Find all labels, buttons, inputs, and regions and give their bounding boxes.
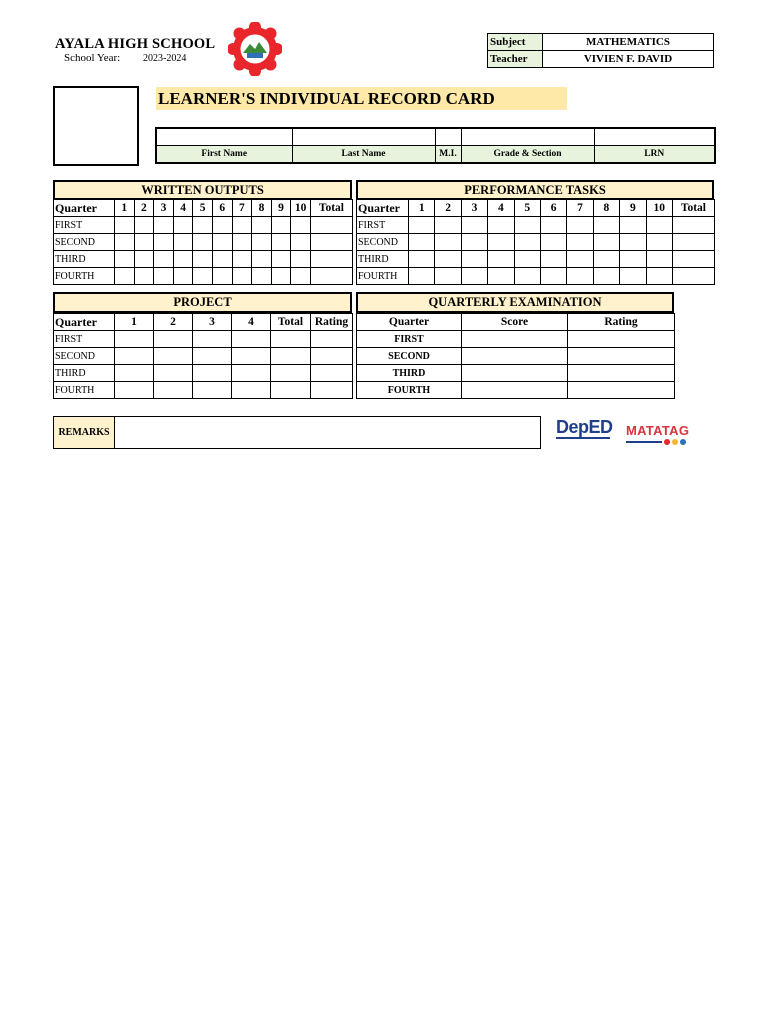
written-outputs-cell[interactable] (115, 268, 135, 285)
project-cell[interactable] (232, 348, 271, 365)
performance-tasks-quarter-label: THIRD (357, 251, 409, 268)
written-outputs-cell[interactable] (212, 234, 232, 251)
matatag-logo-text: MATATAG (626, 423, 690, 438)
quarterly-exam-cell[interactable] (568, 382, 675, 399)
performance-tasks-row (357, 217, 715, 234)
written-outputs-cell[interactable] (232, 251, 252, 268)
written-outputs-cell[interactable] (310, 234, 352, 251)
project-col-header: Total (271, 314, 311, 331)
written-outputs-col-header: Total (310, 200, 352, 217)
performance-tasks-cell[interactable] (488, 251, 514, 268)
last-name-input[interactable] (292, 128, 435, 146)
school-seal-logo (228, 22, 282, 76)
performance-tasks-cell[interactable] (540, 268, 566, 285)
performance-tasks-cell[interactable] (567, 251, 593, 268)
written-outputs-col-header: 3 (154, 200, 174, 217)
written-outputs-cell[interactable] (134, 234, 154, 251)
written-outputs-row (54, 268, 353, 285)
performance-tasks-col-header: 7 (567, 200, 593, 217)
project-cell[interactable] (232, 331, 271, 348)
performance-tasks-cell[interactable] (567, 268, 593, 285)
first-name-label: First Name (156, 146, 292, 164)
performance-tasks-cell[interactable] (593, 251, 619, 268)
performance-tasks-cell[interactable] (488, 217, 514, 234)
performance-tasks-cell[interactable] (540, 234, 566, 251)
performance-tasks-cell[interactable] (435, 217, 461, 234)
project-col-header: Quarter (54, 314, 115, 331)
written-outputs-cell[interactable] (173, 217, 193, 234)
performance-tasks-cell[interactable] (461, 234, 487, 251)
quarterly-exam-col-header: Quarter (357, 314, 462, 331)
project-row (54, 382, 353, 399)
project-cell[interactable] (232, 365, 271, 382)
written-outputs-cell[interactable] (115, 234, 135, 251)
performance-tasks-cell[interactable] (409, 234, 435, 251)
written-outputs-cell[interactable] (154, 217, 174, 234)
performance-tasks-title: PERFORMANCE TASKS (356, 180, 714, 200)
performance-tasks-cell[interactable] (461, 268, 487, 285)
performance-tasks-cell[interactable] (672, 234, 714, 251)
written-outputs-cell[interactable] (291, 251, 311, 268)
project-title: PROJECT (53, 292, 352, 313)
quarterly-exam-cell[interactable] (462, 382, 568, 399)
performance-tasks-col-header: 2 (435, 200, 461, 217)
written-outputs-col-header: 1 (115, 200, 135, 217)
written-outputs-cell[interactable] (134, 268, 154, 285)
performance-tasks-cell[interactable] (620, 217, 646, 234)
written-outputs-col-header: 5 (193, 200, 213, 217)
performance-tasks-cell[interactable] (488, 268, 514, 285)
school-year-value: 2023-2024 (143, 53, 187, 64)
quarterly-exam-title: QUARTERLY EXAMINATION (356, 292, 674, 313)
written-outputs-cell[interactable] (291, 217, 311, 234)
project-cell[interactable] (271, 348, 311, 365)
project-cell[interactable] (311, 382, 353, 399)
written-outputs-cell[interactable] (134, 217, 154, 234)
project-cell[interactable] (232, 382, 271, 399)
written-outputs-col-header: 4 (173, 200, 193, 217)
written-outputs-cell[interactable] (291, 234, 311, 251)
quarterly-exam-row (357, 365, 675, 382)
written-outputs-cell[interactable] (193, 234, 213, 251)
written-outputs-cell[interactable] (252, 217, 272, 234)
project-cell[interactable] (193, 331, 232, 348)
performance-tasks-col-header: 6 (540, 200, 566, 217)
project-cell[interactable] (154, 348, 193, 365)
written-outputs-cell[interactable] (271, 251, 291, 268)
performance-tasks-cell[interactable] (409, 217, 435, 234)
performance-tasks-cell[interactable] (620, 251, 646, 268)
written-outputs-cell[interactable] (271, 217, 291, 234)
quarterly-exam-cell[interactable] (462, 348, 568, 365)
project-cell[interactable] (115, 382, 154, 399)
performance-tasks-cell[interactable] (646, 251, 672, 268)
performance-tasks-cell[interactable] (435, 251, 461, 268)
remarks-table (53, 416, 541, 449)
quarterly-exam-table (356, 313, 675, 399)
performance-tasks-col-header: 8 (593, 200, 619, 217)
photo-box[interactable] (53, 86, 139, 166)
performance-tasks-cell[interactable] (514, 268, 540, 285)
quarterly-exam-row (357, 348, 675, 365)
performance-tasks-cell[interactable] (435, 234, 461, 251)
school-year-label: School Year: (64, 52, 121, 64)
deped-logo (556, 417, 616, 443)
written-outputs-cell[interactable] (232, 268, 252, 285)
quarterly-exam-cell[interactable] (568, 331, 675, 348)
project-cell[interactable] (115, 348, 154, 365)
performance-tasks-cell[interactable] (646, 234, 672, 251)
written-outputs-cell[interactable] (310, 251, 352, 268)
written-outputs-cell[interactable] (154, 251, 174, 268)
performance-tasks-cell[interactable] (514, 234, 540, 251)
performance-tasks-row (357, 251, 715, 268)
written-outputs-cell[interactable] (173, 234, 193, 251)
grade-section-label: Grade & Section (461, 146, 594, 164)
project-row (54, 331, 353, 348)
performance-tasks-cell[interactable] (646, 217, 672, 234)
performance-tasks-cell[interactable] (461, 217, 487, 234)
quarterly-exam-row (357, 331, 675, 348)
project-col-header: 2 (154, 314, 193, 331)
project-quarter-label: SECOND (54, 348, 115, 365)
performance-tasks-cell[interactable] (620, 268, 646, 285)
performance-tasks-col-header: 10 (646, 200, 672, 217)
performance-tasks-cell[interactable] (646, 268, 672, 285)
project-cell[interactable] (115, 365, 154, 382)
project-cell[interactable] (193, 382, 232, 399)
written-outputs-cell[interactable] (173, 268, 193, 285)
project-col-header: 4 (232, 314, 271, 331)
subject-value[interactable]: MATHEMATICS (543, 34, 714, 51)
quarterly-exam-quarter-label: FOURTH (357, 382, 462, 399)
quarterly-exam-cell[interactable] (462, 365, 568, 382)
written-outputs-cell[interactable] (252, 268, 272, 285)
performance-tasks-quarter-label: FOURTH (357, 268, 409, 285)
performance-tasks-col-header: 1 (409, 200, 435, 217)
performance-tasks-cell[interactable] (488, 234, 514, 251)
mi-input[interactable] (435, 128, 461, 146)
learner-name-table (155, 127, 716, 164)
written-outputs-row (54, 234, 353, 251)
mi-label: M.I. (435, 146, 461, 164)
remarks-input[interactable] (115, 417, 541, 449)
teacher-value[interactable]: VIVIEN F. DAVID (543, 51, 714, 68)
project-row (54, 348, 353, 365)
project-cell[interactable] (311, 348, 353, 365)
performance-tasks-col-header: 3 (461, 200, 487, 217)
quarterly-exam-cell[interactable] (568, 348, 675, 365)
performance-tasks-col-header: 4 (488, 200, 514, 217)
performance-tasks-cell[interactable] (514, 217, 540, 234)
remarks-label: REMARKS (54, 417, 115, 449)
written-outputs-cell[interactable] (115, 217, 135, 234)
performance-tasks-cell[interactable] (593, 268, 619, 285)
written-outputs-cell[interactable] (310, 268, 352, 285)
written-outputs-col-header: 6 (212, 200, 232, 217)
performance-tasks-cell[interactable] (672, 217, 714, 234)
performance-tasks-col-header: Total (672, 200, 714, 217)
deped-logo-text: DepED (556, 417, 613, 437)
written-outputs-cell[interactable] (310, 217, 352, 234)
written-outputs-quarter-label: SECOND (54, 234, 115, 251)
performance-tasks-row (357, 234, 715, 251)
performance-tasks-cell[interactable] (593, 217, 619, 234)
project-col-header: 3 (193, 314, 232, 331)
performance-tasks-cell[interactable] (620, 234, 646, 251)
written-outputs-cell[interactable] (193, 251, 213, 268)
quarterly-exam-col-header: Rating (568, 314, 675, 331)
subject-label: Subject (488, 34, 543, 51)
written-outputs-row (54, 251, 353, 268)
written-outputs-cell[interactable] (232, 234, 252, 251)
project-col-header: 1 (115, 314, 154, 331)
performance-tasks-cell[interactable] (409, 268, 435, 285)
quarterly-exam-quarter-label: SECOND (357, 348, 462, 365)
written-outputs-cell[interactable] (212, 217, 232, 234)
performance-tasks-cell[interactable] (461, 251, 487, 268)
project-cell[interactable] (154, 365, 193, 382)
performance-tasks-cell[interactable] (672, 251, 714, 268)
written-outputs-col-header: 7 (232, 200, 252, 217)
written-outputs-quarter-label: THIRD (54, 251, 115, 268)
project-cell[interactable] (311, 331, 353, 348)
written-outputs-quarter-label: FIRST (54, 217, 115, 234)
written-outputs-cell[interactable] (134, 251, 154, 268)
performance-tasks-cell[interactable] (409, 251, 435, 268)
performance-tasks-cell[interactable] (435, 268, 461, 285)
written-outputs-cell[interactable] (154, 234, 174, 251)
quarterly-exam-row (357, 382, 675, 399)
performance-tasks-cell[interactable] (567, 217, 593, 234)
project-quarter-label: FOURTH (54, 382, 115, 399)
written-outputs-cell[interactable] (212, 268, 232, 285)
project-row (54, 365, 353, 382)
school-name: AYALA HIGH SCHOOL (55, 36, 216, 52)
written-outputs-cell[interactable] (173, 251, 193, 268)
written-outputs-cell[interactable] (252, 234, 272, 251)
performance-tasks-cell[interactable] (672, 268, 714, 285)
grade-section-input[interactable] (461, 128, 594, 146)
project-cell[interactable] (115, 331, 154, 348)
written-outputs-table (53, 199, 353, 285)
quarterly-exam-cell[interactable] (568, 365, 675, 382)
project-cell[interactable] (193, 365, 232, 382)
written-outputs-cell[interactable] (271, 234, 291, 251)
written-outputs-cell[interactable] (154, 268, 174, 285)
written-outputs-title: WRITTEN OUTPUTS (53, 180, 352, 200)
project-table (53, 313, 353, 399)
written-outputs-col-header: 8 (252, 200, 272, 217)
written-outputs-cell[interactable] (291, 268, 311, 285)
quarterly-exam-cell[interactable] (462, 331, 568, 348)
quarterly-exam-quarter-label: FIRST (357, 331, 462, 348)
written-outputs-cell[interactable] (252, 251, 272, 268)
page-title: LEARNER'S INDIVIDUAL RECORD CARD (156, 87, 567, 110)
performance-tasks-table (356, 199, 715, 285)
written-outputs-cell[interactable] (115, 251, 135, 268)
quarterly-exam-col-header: Score (462, 314, 568, 331)
written-outputs-cell[interactable] (193, 217, 213, 234)
performance-tasks-cell[interactable] (567, 234, 593, 251)
performance-tasks-col-header: 9 (620, 200, 646, 217)
performance-tasks-cell[interactable] (514, 251, 540, 268)
matatag-logo (626, 422, 706, 446)
first-name-input[interactable] (156, 128, 292, 146)
project-quarter-label: FIRST (54, 331, 115, 348)
written-outputs-col-header: 9 (271, 200, 291, 217)
performance-tasks-quarter-label: SECOND (357, 234, 409, 251)
project-cell[interactable] (271, 382, 311, 399)
written-outputs-cell[interactable] (212, 251, 232, 268)
project-cell[interactable] (271, 365, 311, 382)
written-outputs-row (54, 217, 353, 234)
project-col-header: Rating (311, 314, 353, 331)
project-cell[interactable] (271, 331, 311, 348)
performance-tasks-col-header: 5 (514, 200, 540, 217)
performance-tasks-row (357, 268, 715, 285)
performance-tasks-cell[interactable] (540, 251, 566, 268)
teacher-label: Teacher (488, 51, 543, 68)
written-outputs-col-header: Quarter (54, 200, 115, 217)
project-cell[interactable] (154, 382, 193, 399)
written-outputs-col-header: 10 (291, 200, 311, 217)
last-name-label: Last Name (292, 146, 435, 164)
lrn-input[interactable] (594, 128, 715, 146)
written-outputs-cell[interactable] (193, 268, 213, 285)
performance-tasks-cell[interactable] (540, 217, 566, 234)
lrn-label: LRN (594, 146, 715, 164)
written-outputs-cell[interactable] (271, 268, 291, 285)
written-outputs-quarter-label: FOURTH (54, 268, 115, 285)
written-outputs-cell[interactable] (232, 217, 252, 234)
project-quarter-label: THIRD (54, 365, 115, 382)
performance-tasks-cell[interactable] (593, 234, 619, 251)
performance-tasks-col-header: Quarter (357, 200, 409, 217)
written-outputs-col-header: 2 (134, 200, 154, 217)
project-cell[interactable] (311, 365, 353, 382)
project-cell[interactable] (154, 331, 193, 348)
quarterly-exam-quarter-label: THIRD (357, 365, 462, 382)
performance-tasks-quarter-label: FIRST (357, 217, 409, 234)
project-cell[interactable] (193, 348, 232, 365)
subject-teacher-table (487, 33, 714, 68)
